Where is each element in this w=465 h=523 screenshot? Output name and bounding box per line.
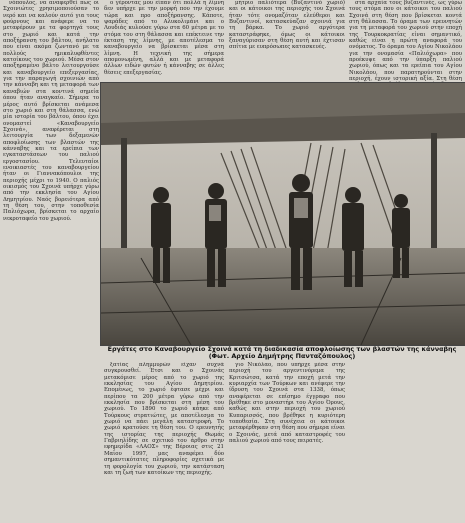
column-3-text: γιο Νικόλαο, που υπήρχε μέσα στην περιοχή του αργεντινόρεμα της Κριτσώτσα, κατά την εποχή μετά την κυριαρχία των Τούρκων και ανέφερε την ίδρυση του Σχοινά στα 1338, όπως αναφέρεται σε επίσημο έγγραφο που βρέθηκε στο μοναστήρι του Αγίου Όρους, καθώς και στην περιοχή του χωριού Κυπαρισσός, που βρέθηκε η κυριότερη τοποθεσία. Στη συνέχεια οι κάτοικοι μεταφέρθηκαν στη θέση που σήμερα είναι ο Σχοινάς, μετά από καταστροφές του παλιού χωριού από τους πειρατές. <box>229 362 345 445</box>
column-3-top-text: μήτριο παλιότερα (Βυζαντινό χωριό) και οι κάτοικοι της περιοχής του Σχοινά ήταν τότε ονομαζόταν ελεύθεροι και Βυζαντινοί, κατασκεύαζαν σχοινιά για τη βάρκα. Το χωριό αργότερα καταστράφηκε, όμως οι κάτοικοι ξαναγύρισαν στη θέση αυτή και έχτισαν σπίτια με ευπρόσωπες κατασκευές. <box>229 0 345 51</box>
article-column-2 <box>104 362 224 520</box>
column-4-text: στα αρχαία τους βυζαντινές, ως γύρω τους στόμα που οι κάτοικοι του παλιού Σχοινά στη θέση που βρίσκεται κοντά στη θάλασσα. Το όραμα των ερευνητών για τη μεταφορά του χωριού στην εποχή της Τουρκοκρατίας είναι σημαντικό, καθώς είναι η πρώτη αναφορά του ονόματος. Το όραμα του Αγίου Νικολάου για την ονομασία «Παλιόχωρα» που προέκυψε από την ύπαρξη παλιού χωριού, όπως και τα ερείπια του Αγίου Νικολάου, που παρατηρούνται στην περιοχή, έχουν ιστορική αξία. Στη θέση <box>349 0 462 83</box>
article-column-1 <box>3 0 99 520</box>
archive-photo <box>100 82 465 346</box>
article-column-2-top <box>104 0 224 80</box>
column-1-text: νόπουλος, να αναφερθεί πως οι Σχοινιώτες χρησιμοποιούσαν το νερό και να καλούν αυτό για τους φούρνους και ανάφερε να το μεταφέρουν με τα φορτηγά τους στο χωριό και κατά την αποξήρανση του βάλτου, ανήλατο που είναι ακόμα ζωντανό με τα πολλούς ημικαλυφθέντες κατοίκους του χωριού. Μέσα στον αποξηραμένο βάλτο λειτουργούσε και καναβουργείο επεξεργασίας, για την παραγωγή σχοινιών από την κάνναβη και τη μεταφορά των καναβιών στα κοντινά σημεία όπου ήταν αναγκαίο. Σήμερα το μέρος αυτό βρίσκεται ανάμεσα στο χωριό και στη θάλασσα, ενώ μία ιστορία του βάλτου, όπου έχει ονομαστεί «Καναβουργείο Σχοινά», αναφέρεται στη λειτουργία των δεξαμενών αποφλοίωσης των βλαστών της κάνναβης και τα ερείπια των εγκαταστάσεων του παλιού εργοστασίου. Τελευταίοι ενοικιαστές του καναβουργείου ήταν οι Γιαννακόπουλοι της περιοχής μέχρι το 1940. Ο παλιός οικισμός του Σχοινά υπήρχε γύρω από την εκκλησία του Αγίου Δημητρίου. Ναός βορειότερα από τη θέση του, στην τοποθεσία Παλιόχωρα, βρίσκεται το αρχαίο νεκροταφείο του χωριού. <box>3 0 99 222</box>
column-2-text: ξατίας πλημμυρών είχαν συχνά συγκρουσθεί. Έτσι και ο Σχοινάς μετακόμισε μέρος από το χωριό της εκκλησίας του Αγίου Δημητρίου. Επομένως, το χωριό έφτασε μέχρι και περίπου τα 200 μέτρα γύρω από την εκκλησία που βρίσκεται στη μέση του χωριού. Το 1890 το χωριό κάηκε από Τούρκους στρατιώτες, με αποτέλεσμα το χωριό να πάει μεγάλη καταστροφή. Το χωριό κρατούσε τη θέση του. Ο ερευνητής της ιστορίας της περιοχής Θωμάς Γαβριηλίδης σε σχετικό του άρθρο στην εφημερίδα «ΛΑΟΣ» της Βέροιας στις 21 Μαΐου 1997, μας αναφέρει δύο σημαντικότατες πληροφορίες σχετικά με τη φορολογία του χωριού, την κατάσταση και τη ζωή των κατοίκων της περιοχής. <box>104 362 224 476</box>
photo-caption: Εργάτες στο Καναβουργείο Σχοινά κατά τη διαδικασία αποφλοίωσης των βλαστών της κάνναβης (Φωτ. Αρχείο Δημήτρης Πανταζόπουλος) <box>107 345 457 361</box>
column-2-top-text: ο γέροντας μου είπαν ότι πολλά η λίμνη δεν υπήρχε με την μορφή που την έχουμε τώρα και προ αποξήρανσης. Κάποτε, ψαράδες από το Αλυκολιμάνι και ο Λουδιάς κυλούσε γύρω στα 60 μέτρα με το στόμα του στη θάλασσα και επέκτεινε την έκταση της λίμνης, με αποτέλεσμα το καναβουργείο να βρίσκεται μέσα στη λίμνη. Η τεχνική της σήμερα απομονωμένη, αλλά και με μεταφορά άλλων ειδών φυτών ή κάνναβης σε άλλες θέσεις επεξεργασίας. <box>104 0 224 76</box>
workers-photo-illustration <box>101 83 465 345</box>
article-column-3 <box>229 362 345 520</box>
article-column-3-top <box>229 0 345 80</box>
